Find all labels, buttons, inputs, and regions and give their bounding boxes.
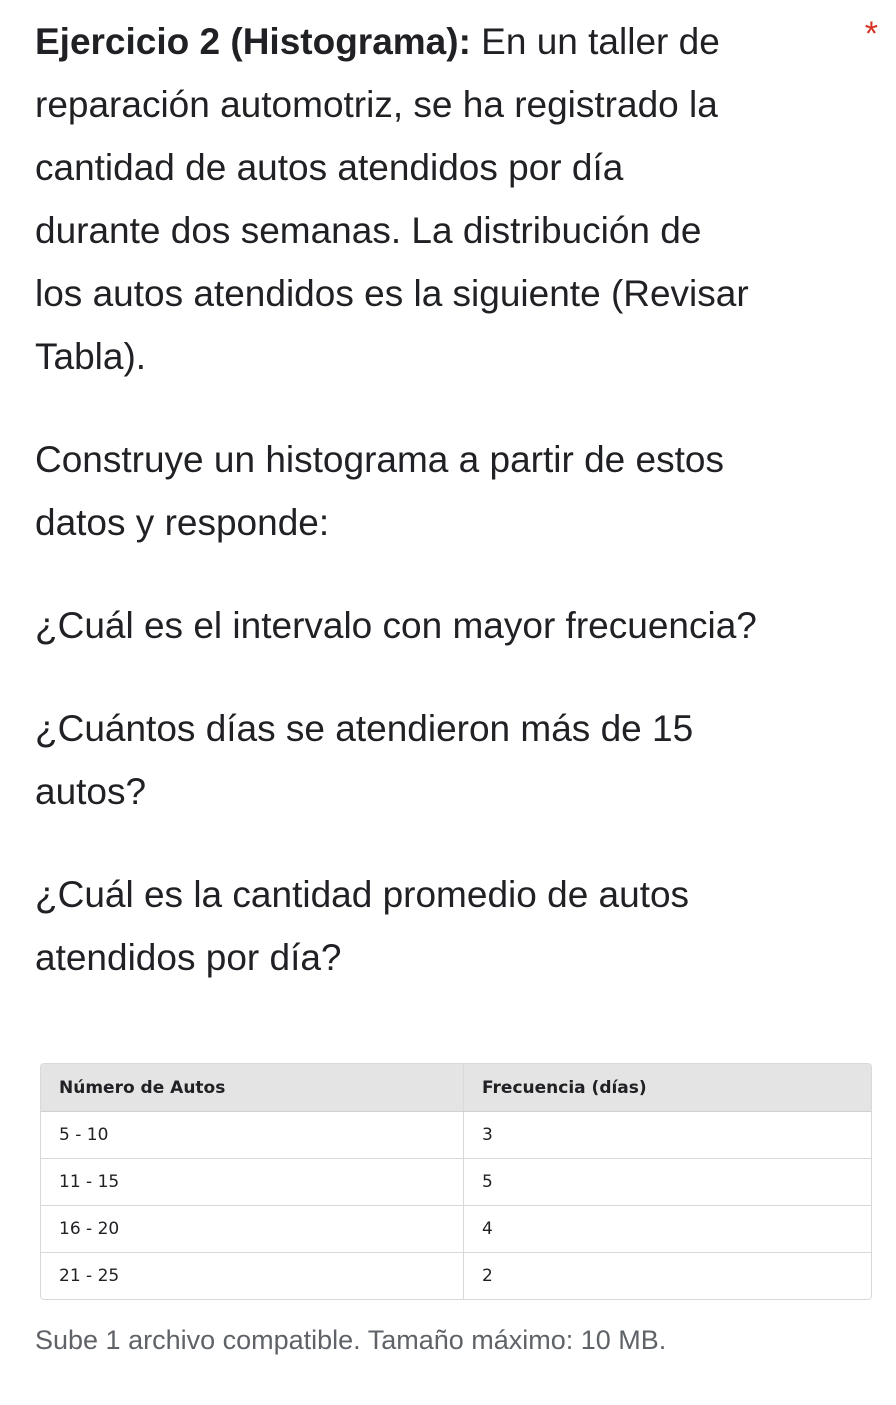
upload-hint: Sube 1 archivo compatible. Tamaño máximo: 10 MB. bbox=[35, 1325, 667, 1355]
table-row bbox=[41, 1206, 871, 1253]
table-row bbox=[41, 1112, 871, 1159]
question-title-line: los autos atendidos es la siguiente (Revisar bbox=[35, 273, 749, 314]
required-marker: * bbox=[864, 15, 878, 53]
instruction-line: datos y responde: bbox=[35, 502, 330, 543]
question-title-line: reparación automotriz, se ha registrado la bbox=[35, 84, 718, 125]
table-cell-range: 16 - 20 bbox=[41, 1206, 464, 1253]
question-title-line: cantidad de autos atendidos por día bbox=[35, 147, 624, 188]
table-row bbox=[41, 1159, 871, 1206]
sub-question-2-line: autos? bbox=[35, 771, 147, 812]
table-row bbox=[41, 1253, 871, 1300]
question-title-line-1 bbox=[35, 10, 840, 73]
question-title-rest: En un taller de bbox=[470, 21, 720, 62]
question-text bbox=[35, 10, 840, 989]
sub-question-1: ¿Cuál es el intervalo con mayor frecuencia? bbox=[35, 605, 757, 646]
table-cell-range: 21 - 25 bbox=[41, 1253, 464, 1300]
sub-question-3-line: atendidos por día? bbox=[35, 937, 342, 978]
column-header-frequency: Frecuencia (días) bbox=[464, 1064, 872, 1112]
table-cell-frequency: 2 bbox=[464, 1253, 872, 1300]
sub-question-2-line: ¿Cuántos días se atendieron más de 15 bbox=[35, 708, 694, 749]
instruction-line: Construye un histograma a partir de estos bbox=[35, 439, 724, 480]
table-cell-frequency: 4 bbox=[464, 1206, 872, 1253]
table-header-row bbox=[41, 1064, 871, 1112]
table-cell-frequency: 3 bbox=[464, 1112, 872, 1159]
frequency-table bbox=[41, 1064, 871, 1299]
table-cell-range: 5 - 10 bbox=[41, 1112, 464, 1159]
question-title-bold: Ejercicio 2 (Histograma): bbox=[35, 21, 471, 62]
table-cell-frequency: 5 bbox=[464, 1159, 872, 1206]
table-cell-range: 11 - 15 bbox=[41, 1159, 464, 1206]
sub-question-3-line: ¿Cuál es la cantidad promedio de autos bbox=[35, 874, 690, 915]
question-title-line: durante dos semanas. La distribución de bbox=[35, 210, 702, 251]
column-header-autos: Número de Autos bbox=[41, 1064, 464, 1112]
frequency-table-image bbox=[40, 1063, 872, 1300]
question-title-line: Tabla). bbox=[35, 336, 147, 377]
